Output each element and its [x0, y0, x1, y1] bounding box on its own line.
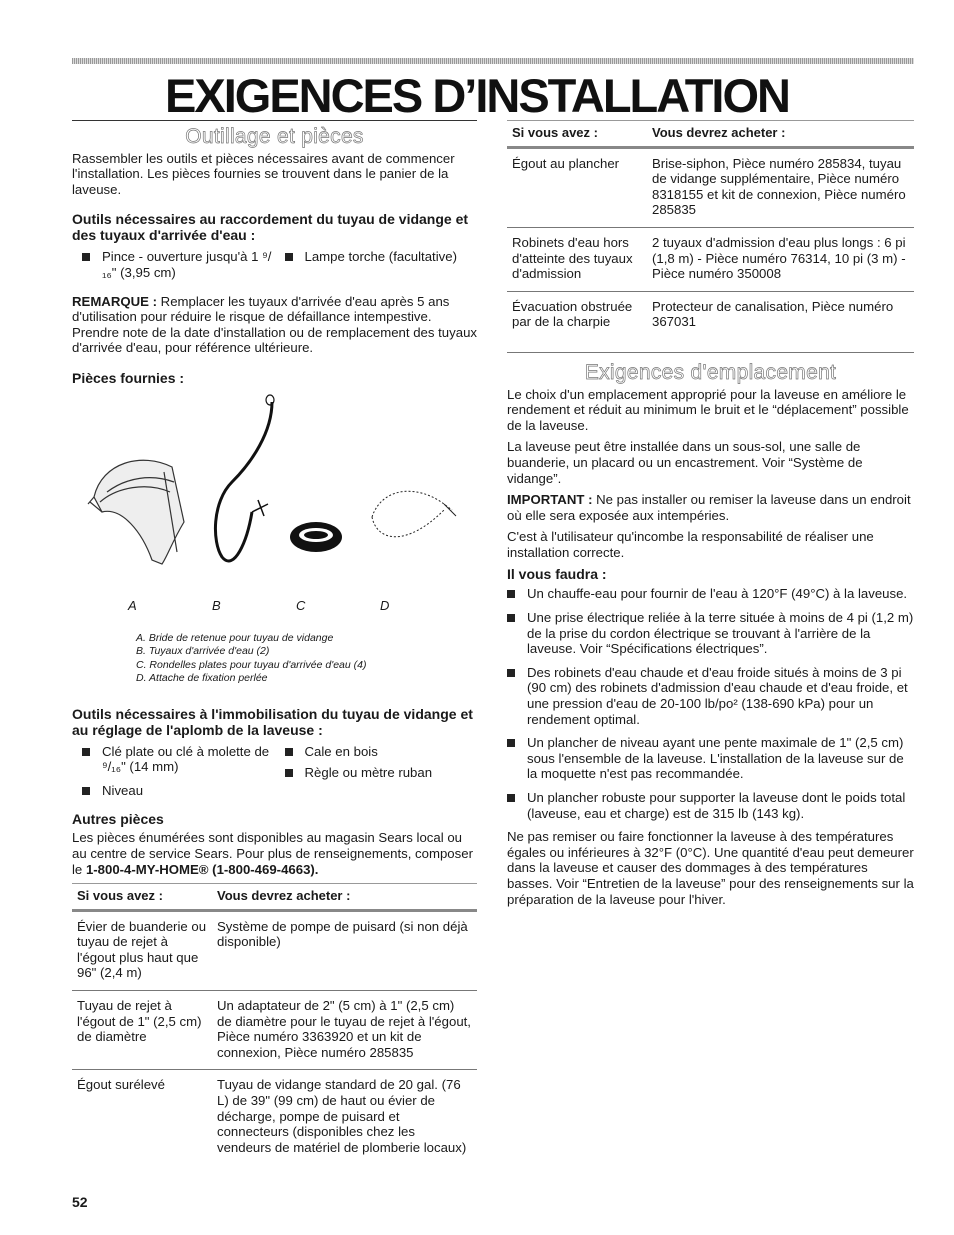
- bullet-icon: [507, 739, 515, 747]
- bullet-icon: [507, 590, 515, 598]
- final-paragraph: Ne pas remiser ou faire fonctionner la laveuse à des températures égales ou inférieures à 32°F (0°C). Une quantité d'eau peut demeurer dans la laveuse et causer des dommages à des températures basses. Voir “Entretien de la laveuse” pour des renseignements sur la préparation de la laveuse pour l'hiver.: [507, 829, 914, 907]
- drain-hose-bracket-icon: [88, 460, 184, 564]
- table-row: Évier de buanderie ou tuyau de rejet à l'égout plus haut que 96" (2,4 m) Système de pompe de puisard (si non déjà disponible): [72, 910, 477, 990]
- bullet-icon: [82, 748, 90, 756]
- list-item: Clé plate ou clé à molette de ⁹/₁₆" (14 mm): [72, 744, 275, 775]
- list-item: Un chauffe-eau pour fournir de l'eau à 120°F (49°C) à la laveuse.: [507, 586, 914, 602]
- bullet-icon: [82, 253, 90, 261]
- bullet-icon: [285, 748, 293, 756]
- paragraph: Le choix d'un emplacement approprié pour la laveuse en améliore le rendement et réduit au minimum le bruit et le “déplacement” possible de la laveuse.: [507, 386, 909, 433]
- paragraph: C'est à l'utilisateur qu'incombe la responsabilité de réaliser une installation correcte.: [507, 529, 874, 560]
- bullet-icon: [507, 669, 515, 677]
- list-item: Pince - ouverture jusqu'à 1 ⁹/₁₆" (3,95 cm): [72, 249, 275, 280]
- bullet-icon: [507, 614, 515, 622]
- right-parts-table: [507, 120, 914, 353]
- tools1-heading: Outils nécessaires au raccordement du tuyau de vidange et des tuyaux d'arrivée d'eau :: [72, 211, 469, 244]
- list-item: Un plancher de niveau ayant une pente maximale de 1" (2,5 cm) sous l'ensemble de la laveuse. L'installation de la laveuse sur de la moquette n'est pas recommandée.: [507, 735, 914, 782]
- table-row: Robinets d'eau hors d'atteinte des tuyaux d'admission 2 tuyaux d'admission d'eau plus longs : 6 pi (1,8 m) - Pièce numéro 76314, 10 pi (3 m) - Pièce numéro 350008: [507, 227, 914, 291]
- table-header: Si vous avez :: [72, 884, 212, 911]
- table-header: Si vous avez :: [507, 121, 647, 148]
- page-title: EXIGENCES D’INSTALLATION: [165, 69, 789, 122]
- paragraph: La laveuse peut être installée dans un sous-sol, une salle de buanderie, un placard ou un encastrement. Voir “Système de vidange”.: [507, 439, 863, 486]
- section-heading-outillage: Outillage et pièces: [185, 125, 364, 148]
- parts-drawing: [72, 392, 477, 592]
- bullet-icon: [507, 794, 515, 802]
- list-item: Une prise électrique reliée à la terre située à moins de 4 pi (1,2 m) de la prise du cordon électrique se trouvant à l'arrière de la laveuse. Voir “Spécifications électriques”.: [507, 610, 914, 657]
- bullet-icon: [285, 769, 293, 777]
- table-row: Égout au plancher Brise-siphon, Pièce numéro 285834, tuyau de vidange supplémentaire, Pièce numéro 8318155 et kit de connexion, Pièce numéro 285835: [507, 147, 914, 227]
- list-item: Niveau: [72, 783, 275, 799]
- table-header: Vous devrez acheter :: [647, 121, 914, 148]
- figure-letters: A B C D: [128, 597, 390, 613]
- remarque: REMARQUE : Remplacer les tuyaux d'arrivée d'eau après 5 ans d'utilisation pour réduire le risque de défaillance intempestive. Prendre note de la date d'installation ou de remplacement des tuyaux d'arrivée d'eau, pour référence ultérieure.: [72, 293, 477, 356]
- important-note: IMPORTANT : Ne pas installer ou remiser la laveuse dans un endroit où elle sera exposée aux intempéries.: [507, 492, 911, 523]
- right-column: [507, 120, 914, 913]
- table-row: Évacuation obstruée par de la charpie Protecteur de canalisation, Pièce numéro 367031: [507, 291, 914, 352]
- faudra-heading: Il vous faudra :: [507, 566, 607, 583]
- flat-washer-icon: [290, 522, 342, 552]
- figure-caption-a: A. Bride de retenue pour tuyau de vidange: [136, 631, 334, 644]
- list-item: Des robinets d'eau chaude et d'eau froide situés à moins de 3 pi (90 cm) des robinets d'admission d'eau chaude et d'eau froide, et une pression d'eau de 20-100 lb/po² (138-690 kPa) pour un rendement optimal.: [507, 665, 914, 727]
- page-number: 52: [72, 1194, 88, 1210]
- tools2-list: [72, 744, 477, 802]
- pieces-heading: Pièces fournies :: [72, 369, 185, 386]
- beaded-strap-icon: [372, 491, 456, 536]
- left-column: [72, 120, 477, 1164]
- water-inlet-hose-icon: [215, 395, 274, 561]
- list-item: Un plancher robuste pour supporter la laveuse dont le poids total (laveuse, eau et charge) est de 315 lb (143 kg).: [507, 790, 914, 821]
- figure-caption-c: C. Rondelles plates pour tuyau d'arrivée d'eau (4): [136, 658, 367, 671]
- bullet-icon: [285, 253, 293, 261]
- tools1-list: [72, 249, 477, 283]
- bullet-icon: [82, 787, 90, 795]
- list-item: Lampe torche (facultative): [275, 249, 478, 280]
- section-heading-emplacement: Exigences d'emplacement: [584, 360, 837, 384]
- table-row: Tuyau de rejet à l'égout de 1" (2,5 cm) de diamètre Un adaptateur de 2" (5 cm) à 1" (2,5 cm) de diamètre pour le tuyau de rejet à l'égout, Pièce numéro 3363920 et un kit de connexion, Pièce numéro 285835: [72, 991, 477, 1070]
- left-parts-table: [72, 883, 477, 1164]
- figure-caption-d: D. Attache de fixation perlée: [136, 672, 268, 685]
- table-header: Vous devrez acheter :: [212, 884, 477, 911]
- list-item: Règle ou mètre ruban: [275, 765, 478, 781]
- figure-caption-b: B. Tuyaux d'arrivée d'eau (2): [136, 645, 270, 658]
- autres-text: Les pièces énumérées sont disponibles au magasin Sears local ou au centre de service Sears. Pour plus de renseignements, composer le 1-800-4-MY-HOME® (1-800-469-4663).: [72, 830, 473, 877]
- parts-illustration: [72, 392, 477, 592]
- tools2-heading: Outils nécessaires à l'immobilisation du tuyau de vidange et au réglage de l'aplomb de la laveuse :: [72, 705, 473, 738]
- table-row: Égout surélevé Tuyau de vidange standard de 20 gal. (76 L) de 39" (99 cm) de haut ou évier de décharge, pompe de puisard et connecteurs (disponibles chez les vendeurs de matériel de plomberie locaux): [77, 1077, 467, 1155]
- list-item: Cale en bois: [275, 744, 478, 760]
- autres-heading: Autres pièces: [72, 811, 164, 828]
- header-rule: [72, 58, 914, 64]
- intro-text: Rassembler les outils et pièces nécessaires avant de commencer l'installation. Les pièces fournies se trouvent dans le panier de la laveuse.: [72, 150, 455, 197]
